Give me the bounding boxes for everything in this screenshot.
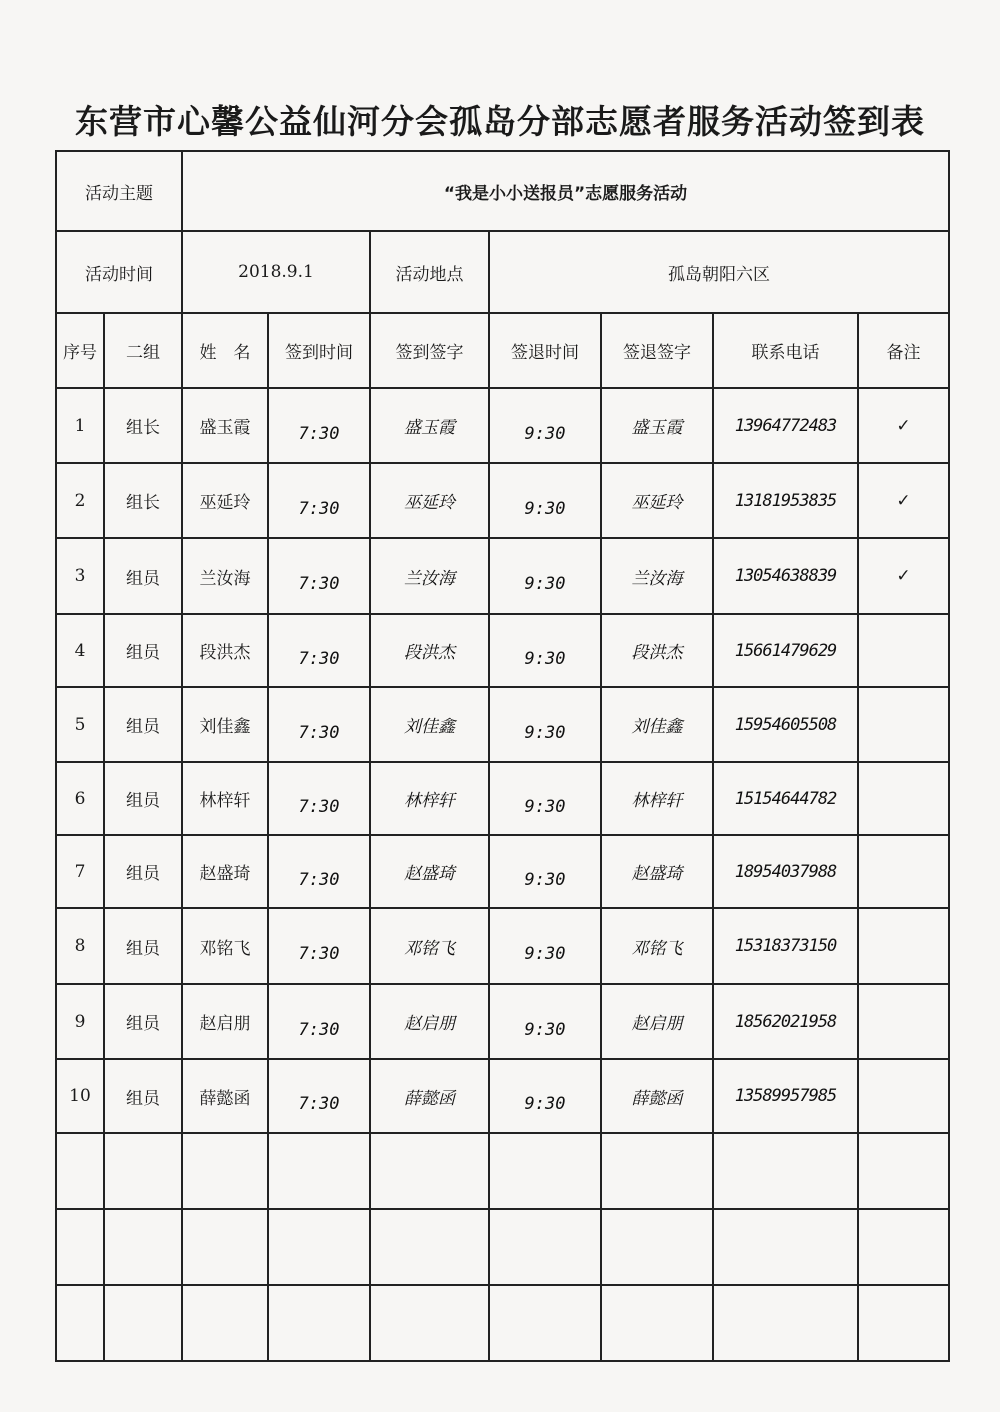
empty-cell: [489, 1209, 601, 1285]
empty-cell: [601, 1209, 713, 1285]
signin-signature: 林梓轩: [370, 762, 489, 835]
group-cell: 组长: [104, 463, 182, 538]
name-cell: 段洪杰: [182, 614, 268, 687]
row-number: 9: [56, 984, 104, 1059]
empty-cell: [713, 1209, 858, 1285]
empty-cell: [268, 1285, 370, 1361]
group-cell: 组员: [104, 835, 182, 908]
empty-cell: [182, 1285, 268, 1361]
column-header: 签到时间: [268, 313, 370, 388]
name-cell: 赵盛琦: [182, 835, 268, 908]
group-cell: 组长: [104, 388, 182, 463]
remark-cell: [858, 614, 949, 687]
column-header: 签到签字: [370, 313, 489, 388]
signout-signature: 段洪杰: [601, 614, 713, 687]
empty-cell: [601, 1133, 713, 1209]
empty-cell: [370, 1285, 489, 1361]
signin-table: [55, 150, 950, 1362]
phone-cell: 15154644782: [713, 762, 858, 835]
empty-row: [56, 1285, 949, 1361]
group-cell: 组员: [104, 908, 182, 984]
signout-signature: 邓铭飞: [601, 908, 713, 984]
row-number: 2: [56, 463, 104, 538]
table-row: [56, 762, 949, 835]
signout-signature: 林梓轩: [601, 762, 713, 835]
signout-signature: 赵盛琦: [601, 835, 713, 908]
column-header: 姓 名: [182, 313, 268, 388]
page-title: 东营市心馨公益仙河分会孤岛分部志愿者服务活动签到表: [75, 102, 925, 141]
empty-cell: [268, 1133, 370, 1209]
group-cell: 组员: [104, 614, 182, 687]
signin-signature: 段洪杰: [370, 614, 489, 687]
signin-signature: 兰汝海: [370, 538, 489, 614]
column-header: 序号: [56, 313, 104, 388]
remark-cell: ✓: [858, 463, 949, 538]
row-number: 10: [56, 1059, 104, 1133]
theme-row: [56, 151, 949, 231]
row-number: 7: [56, 835, 104, 908]
signin-signature: 巫延玲: [370, 463, 489, 538]
signout-time: 9:30: [489, 687, 601, 762]
empty-cell: [601, 1285, 713, 1361]
table-row: [56, 388, 949, 463]
empty-row: [56, 1133, 949, 1209]
empty-cell: [370, 1209, 489, 1285]
activity-theme: “我是小小送报员”志愿服务活动: [182, 151, 949, 231]
group-cell: 组员: [104, 687, 182, 762]
signout-time: 9:30: [489, 984, 601, 1059]
signin-signature: 赵盛琦: [370, 835, 489, 908]
signin-signature: 刘佳鑫: [370, 687, 489, 762]
name-cell: 兰汝海: [182, 538, 268, 614]
column-header: 二组: [104, 313, 182, 388]
empty-cell: [182, 1209, 268, 1285]
signin-time: 7:30: [268, 762, 370, 835]
empty-cell: [56, 1285, 104, 1361]
signin-time: 7:30: [268, 908, 370, 984]
row-number: 8: [56, 908, 104, 984]
row-number: 3: [56, 538, 104, 614]
signin-time: 7:30: [268, 984, 370, 1059]
activity-time: 2018.9.1: [182, 231, 370, 313]
signout-signature: 盛玉霞: [601, 388, 713, 463]
phone-cell: 13054638839: [713, 538, 858, 614]
signout-time: 9:30: [489, 762, 601, 835]
table-row: [56, 614, 949, 687]
name-cell: 巫延玲: [182, 463, 268, 538]
signout-time: 9:30: [489, 388, 601, 463]
empty-cell: [858, 1209, 949, 1285]
signout-time: 9:30: [489, 463, 601, 538]
phone-cell: 13181953835: [713, 463, 858, 538]
name-cell: 刘佳鑫: [182, 687, 268, 762]
phone-cell: 13964772483: [713, 388, 858, 463]
signin-signature: 薛懿函: [370, 1059, 489, 1133]
signout-signature: 赵启朋: [601, 984, 713, 1059]
activity-place: 孤岛朝阳六区: [489, 231, 949, 313]
empty-cell: [56, 1209, 104, 1285]
empty-cell: [268, 1209, 370, 1285]
time-row: [56, 231, 949, 313]
signout-time: 9:30: [489, 538, 601, 614]
signout-signature: 巫延玲: [601, 463, 713, 538]
signin-signature: 邓铭飞: [370, 908, 489, 984]
empty-cell: [858, 1285, 949, 1361]
remark-cell: [858, 762, 949, 835]
remark-cell: [858, 908, 949, 984]
name-cell: 盛玉霞: [182, 388, 268, 463]
column-header: 签退签字: [601, 313, 713, 388]
empty-cell: [370, 1133, 489, 1209]
phone-cell: 18954037988: [713, 835, 858, 908]
empty-cell: [104, 1209, 182, 1285]
empty-cell: [713, 1133, 858, 1209]
name-cell: 林梓轩: [182, 762, 268, 835]
empty-cell: [489, 1133, 601, 1209]
signout-time: 9:30: [489, 835, 601, 908]
signout-signature: 刘佳鑫: [601, 687, 713, 762]
phone-cell: 15661479629: [713, 614, 858, 687]
row-number: 5: [56, 687, 104, 762]
signin-time: 7:30: [268, 1059, 370, 1133]
phone-cell: 15318373150: [713, 908, 858, 984]
phone-cell: 15954605508: [713, 687, 858, 762]
table-row: [56, 908, 949, 984]
remark-cell: [858, 984, 949, 1059]
column-header-row: [56, 313, 949, 388]
signin-time: 7:30: [268, 388, 370, 463]
row-number: 6: [56, 762, 104, 835]
group-cell: 组员: [104, 1059, 182, 1133]
signout-time: 9:30: [489, 614, 601, 687]
column-header: 签退时间: [489, 313, 601, 388]
table-row: [56, 538, 949, 614]
row-number: 1: [56, 388, 104, 463]
signin-time: 7:30: [268, 538, 370, 614]
remark-cell: [858, 1059, 949, 1133]
signout-signature: 薛懿函: [601, 1059, 713, 1133]
row-number: 4: [56, 614, 104, 687]
empty-cell: [489, 1285, 601, 1361]
table-row: [56, 835, 949, 908]
table-row: [56, 984, 949, 1059]
empty-cell: [56, 1133, 104, 1209]
signout-signature: 兰汝海: [601, 538, 713, 614]
phone-cell: 18562021958: [713, 984, 858, 1059]
empty-cell: [713, 1285, 858, 1361]
table-row: [56, 463, 949, 538]
empty-row: [56, 1209, 949, 1285]
group-cell: 组员: [104, 538, 182, 614]
empty-cell: [858, 1133, 949, 1209]
empty-cell: [182, 1133, 268, 1209]
signin-signature: 盛玉霞: [370, 388, 489, 463]
remark-cell: [858, 835, 949, 908]
name-cell: 赵启朋: [182, 984, 268, 1059]
remark-cell: ✓: [858, 538, 949, 614]
empty-cell: [104, 1285, 182, 1361]
name-cell: 邓铭飞: [182, 908, 268, 984]
column-header: 备注: [858, 313, 949, 388]
name-cell: 薛懿函: [182, 1059, 268, 1133]
signout-time: 9:30: [489, 1059, 601, 1133]
remark-cell: ✓: [858, 388, 949, 463]
column-header: 联系电话: [713, 313, 858, 388]
theme-label: 活动主题: [56, 151, 182, 231]
signout-time: 9:30: [489, 908, 601, 984]
signin-time: 7:30: [268, 835, 370, 908]
signin-signature: 赵启朋: [370, 984, 489, 1059]
remark-cell: [858, 687, 949, 762]
phone-cell: 13589957985: [713, 1059, 858, 1133]
table-row: [56, 687, 949, 762]
time-label: 活动时间: [56, 231, 182, 313]
signin-time: 7:30: [268, 463, 370, 538]
signin-time: 7:30: [268, 687, 370, 762]
table-row: [56, 1059, 949, 1133]
signin-time: 7:30: [268, 614, 370, 687]
group-cell: 组员: [104, 984, 182, 1059]
empty-cell: [104, 1133, 182, 1209]
table-body: [56, 388, 949, 1361]
group-cell: 组员: [104, 762, 182, 835]
place-label: 活动地点: [370, 231, 489, 313]
